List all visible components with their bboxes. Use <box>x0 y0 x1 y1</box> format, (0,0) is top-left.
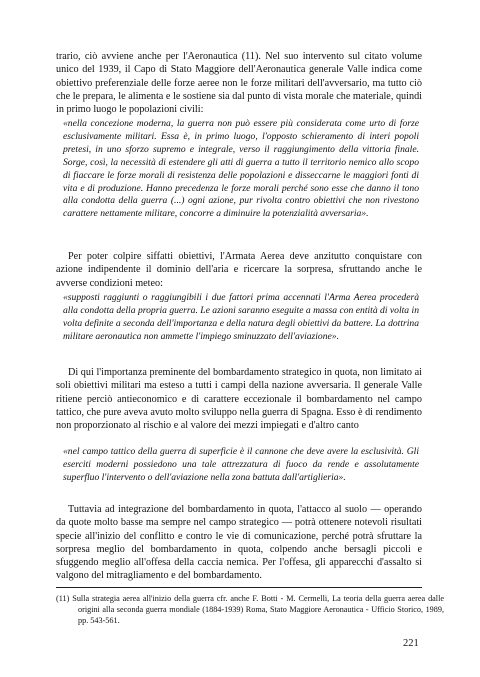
paragraph-1: trario, ciò avviene anche per l'Aeronautica (11). Nel suo intervento sul citato volume unico del 1939, il Capo di Stato Maggiore dell'Aeronautica generale Valle indica come obiettivo preferenziale delle forze aeree non le forze militari dell'avversario, ma tutto ciò che le prepara, le alimenta e le sostiene sia dal punto di vista morale che materiale, quindi in primo luogo le popolazioni civili: <box>56 51 422 116</box>
paragraph-4: Tuttavia ad integrazione del bombardamento in quota, l'attacco al suolo — operando da quote molto basse ma sempre nel campo strategico — potrà ottenere notevoli risultati specie all'inizio del conflitto e contro le vie di comunicazione, perché potrà sfruttare la sorpresa meglio del bombardamento in quota, colpendo anche bersagli piccoli e sfuggendo meglio all'offesa della caccia nemica. Per l'offesa, gli apparecchi d'assalto si valgono del mitragliamento e del bombardamento. <box>56 504 422 582</box>
quote-arma-aerea: «supposti raggiunti o raggiungibili i due fattori prima accennati l'Arma Aerea procederà alla condotta della propria guerra. Le azioni saranno eseguite a massa con entità di volta in volta definite a seconda dell'importanza e della natura degli obiettivi da battere. La dottrina militare aeronautica non ammette l'impiego sminuzzato dell'aviazione». <box>63 292 419 342</box>
quote-campo-tattico: «nel campo tattico della guerra di superficie è il cannone che deve avere la esclusività. Gli eserciti moderni possiedono una tale attrezzatura di fuoco da rende e assolutamente superfluo l'intervento o dell'aviazione nella zona battuta dall'artiglieria». <box>63 446 419 483</box>
quote-valle-concezione: «nella concezione moderna, la guerra non può essere più considerata come urto di forze esclusivamente militari. Essa è, in primo luogo, l'opposto schieramento di interi popoli pretesi, in uno sforzo supremo e integrale, verso il raggiungimento della vittoria finale. Sorge, così, la necessità di estendere gli atti di guerra a tutto il territorio nemico allo scopo di fiaccare le forze morali di resistenza delle popolazioni e disseccarne le maggiori fonti di vita e di produzione. Hanno precedenza le forze morali perché sono esse che danno il tono alla condotta della guerra (...) ogni azione, pur rivolta contro obiettivi che non rivestono carattere nettamente militare, concorre a diminuire la potenzialità avversaria». <box>63 118 419 220</box>
paragraph-2: Per poter colpire siffatti obiettivi, l'Armata Aerea deve anzitutto conquistare con azione indipendente il dominio dell'aria e ricercare la sorpresa, sfruttando anche le avverse condizioni meteo: <box>56 251 422 289</box>
page-number: 221 <box>403 638 419 649</box>
footnote-divider <box>56 587 422 588</box>
paragraph-3: Di qui l'importanza preminente del bombardamento strategico in quota, non limitato ai soli obiettivi militari ma esteso a tutti i campi della nazione avversaria. Il generale Valle ritiene perciò antieconomico e di carattere eccezionale il bombardamento nel campo tattico, che pure aveva avuto molto sviluppo nella guerra di Spagna. Esso è di rendimento non proporzionato al rischio e al valore dei mezzi impiegati e d'altro canto <box>56 367 422 432</box>
footnote-11: (11) Sulla strategia aerea all'inizio della guerra cfr. anche F. Botti - M. Cermelli, La teoria della guerra aerea dalle origini alla seconda guerra mondiale (1884-1939) Roma, Stato Maggiore Aeronautica - Ufficio Storico, 1989, pp. 543-561. <box>56 594 444 625</box>
